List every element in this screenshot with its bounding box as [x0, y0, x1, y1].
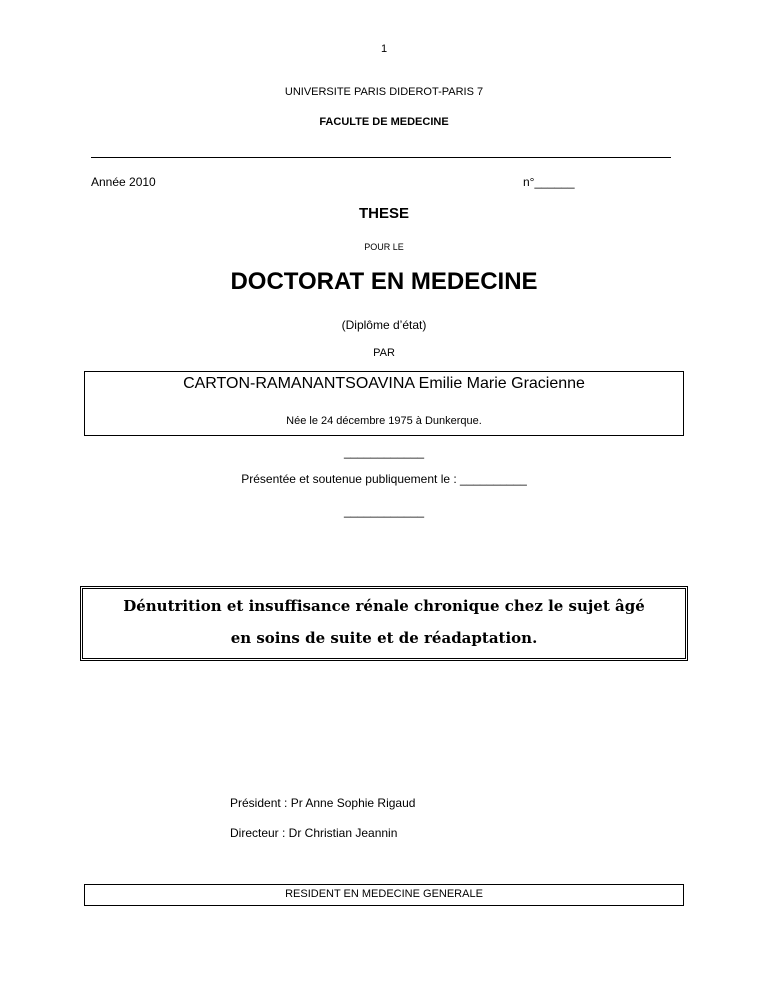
- header-rule: [91, 157, 671, 158]
- resident-box: [84, 884, 684, 906]
- thesis-number-blank: ______: [534, 175, 575, 189]
- author-box: [84, 371, 684, 436]
- faculty-name: FACULTE DE MEDECINE: [319, 116, 449, 128]
- page-number: 1: [380, 43, 388, 55]
- doctorat-heading: DOCTORAT EN MEDECINE: [230, 268, 538, 295]
- jury-president: Président : Pr Anne Sophie Rigaud: [230, 796, 416, 810]
- diplome-label: (Diplôme d’état): [341, 318, 427, 332]
- thesis-title-line1: Dénutrition et insuffisance rénale chronique chez le sujet âgé: [123, 597, 645, 615]
- year-label: Année 2010: [91, 175, 156, 189]
- separator-bottom: ____________: [343, 504, 425, 518]
- author-birth: Née le 24 décembre 1975 à Dunkerque.: [286, 415, 482, 427]
- separator-top: ____________: [343, 445, 425, 459]
- pour-le-label: POUR LE: [364, 242, 404, 252]
- resident-label: RESIDENT EN MEDECINE GENERALE: [285, 888, 483, 900]
- thesis-number-label: n°: [523, 175, 535, 189]
- par-label: PAR: [373, 347, 395, 359]
- these-heading: THESE: [358, 205, 409, 222]
- thesis-title-line2: en soins de suite et de réadaptation.: [230, 629, 538, 647]
- thesis-number: [523, 175, 575, 189]
- thesis-title-box: [80, 586, 688, 661]
- author-name: CARTON-RAMANANTSOAVINA Emilie Marie Gracienne: [183, 375, 585, 392]
- jury-directeur: Directeur : Dr Christian Jeannin: [230, 826, 398, 840]
- university-name: UNIVERSITE PARIS DIDEROT-PARIS 7: [284, 86, 484, 98]
- presentation-line: Présentée et soutenue publiquement le : __________: [241, 472, 527, 486]
